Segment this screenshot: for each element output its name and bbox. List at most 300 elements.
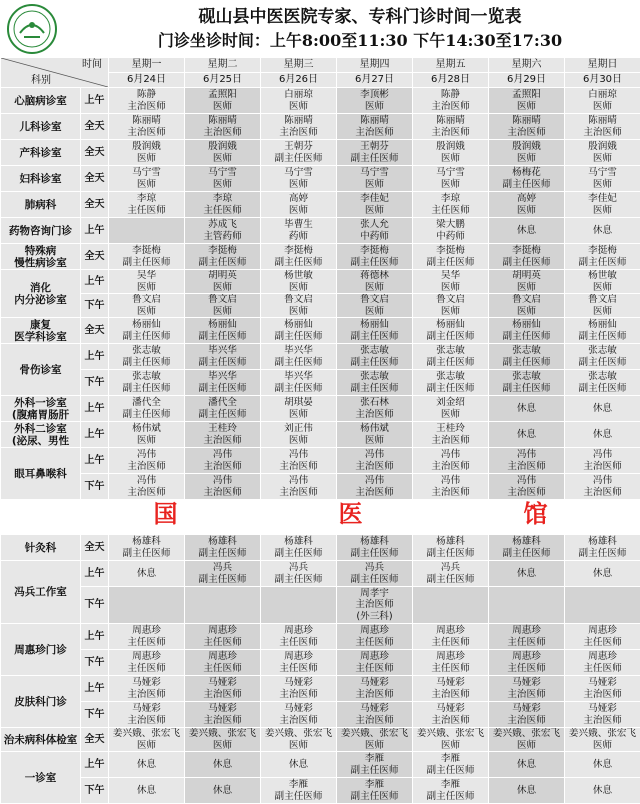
doctor-cell bbox=[261, 114, 337, 140]
session-label: 下午 bbox=[81, 702, 109, 728]
text-line: 冯伟 bbox=[565, 475, 640, 487]
text-line: 殷润娥 bbox=[565, 141, 640, 153]
doctor-cell bbox=[337, 448, 413, 474]
doctor-cell bbox=[489, 318, 565, 344]
text-line: 杨丽仙 bbox=[185, 319, 260, 331]
text-line: 姜兴娥、张宏飞 bbox=[109, 728, 184, 740]
text-line: 主任医师 bbox=[185, 663, 260, 675]
doctor-cell bbox=[413, 88, 489, 114]
corner-dept-label: 科别 bbox=[31, 75, 51, 87]
doctor-cell bbox=[565, 166, 640, 192]
doctor-cell bbox=[489, 422, 565, 448]
text-line: 休息 bbox=[489, 568, 564, 580]
doctor-cell bbox=[337, 270, 413, 294]
doctor-cell bbox=[413, 676, 489, 702]
text-line: 李琼 bbox=[109, 193, 184, 205]
text-line: 药师 bbox=[261, 231, 336, 243]
text-line: 医师 bbox=[109, 282, 184, 294]
session-label: 上午 bbox=[81, 561, 109, 587]
day-name: 星期六 bbox=[489, 58, 565, 73]
text-line: 休息 bbox=[185, 759, 260, 771]
text-line: 休息 bbox=[565, 403, 640, 415]
doctor-cell bbox=[337, 344, 413, 370]
text-line: 休息 bbox=[489, 785, 564, 797]
doctor-cell bbox=[565, 88, 640, 114]
doctor-cell bbox=[185, 396, 261, 422]
text-line: 冯伟 bbox=[565, 449, 640, 461]
session-label: 上午 bbox=[81, 752, 109, 778]
doctor-cell bbox=[261, 650, 337, 676]
text-line: 鲁文启 bbox=[413, 294, 488, 306]
text-line: 主治医师 bbox=[489, 461, 564, 473]
doctor-cell bbox=[337, 370, 413, 396]
session-label: 下午 bbox=[81, 650, 109, 676]
text-line: 医师 bbox=[413, 306, 488, 318]
doctor-cell bbox=[489, 344, 565, 370]
doctor-cell bbox=[337, 114, 413, 140]
banner-character: 国 bbox=[73, 508, 258, 520]
doctor-cell bbox=[337, 676, 413, 702]
schedule-row bbox=[1, 396, 640, 422]
text-line: 产科诊室 bbox=[1, 147, 80, 159]
text-line: 张志敏 bbox=[109, 345, 184, 357]
doctor-cell bbox=[337, 728, 413, 752]
guoyiguan-banner bbox=[1, 500, 640, 535]
doctor-cell bbox=[109, 448, 185, 474]
text-line: 马娅彩 bbox=[337, 703, 412, 715]
text-line: 李雁 bbox=[337, 779, 412, 791]
text-line: 鲁文启 bbox=[337, 294, 412, 306]
doctor-cell bbox=[109, 114, 185, 140]
doctor-cell bbox=[413, 218, 489, 244]
text-line: 马宁雪 bbox=[337, 167, 412, 179]
doctor-cell bbox=[565, 728, 640, 752]
department-name bbox=[1, 752, 81, 804]
text-line: 副主任医师 bbox=[261, 153, 336, 165]
doctor-cell bbox=[185, 587, 261, 624]
department-name bbox=[1, 218, 81, 244]
doctor-cell bbox=[261, 535, 337, 561]
doctor-cell bbox=[489, 728, 565, 752]
text-line: 殷润娥 bbox=[109, 141, 184, 153]
doctor-cell bbox=[489, 218, 565, 244]
doctor-cell bbox=[109, 587, 185, 624]
text-line: 冯兵 bbox=[337, 562, 412, 574]
doctor-cell bbox=[109, 676, 185, 702]
doctor-cell bbox=[337, 396, 413, 422]
text-line: 陈丽晴 bbox=[261, 115, 336, 127]
doctor-cell bbox=[185, 88, 261, 114]
day-name: 星期一 bbox=[109, 58, 185, 73]
text-line: 医师 bbox=[261, 282, 336, 294]
text-line: 主任医师 bbox=[109, 663, 184, 675]
text-line: 主任医师 bbox=[565, 663, 640, 675]
doctor-cell bbox=[413, 778, 489, 804]
text-line: 马娅彩 bbox=[413, 677, 488, 689]
doctor-cell bbox=[261, 370, 337, 396]
text-line: 副主任医师 bbox=[261, 791, 336, 803]
text-line: 主治医师 bbox=[337, 461, 412, 473]
session-label: 上午 bbox=[81, 448, 109, 474]
text-line: 主治医师 bbox=[337, 599, 412, 611]
text-line: 副主任医师 bbox=[337, 765, 412, 777]
text-line: 李挺梅 bbox=[565, 245, 640, 257]
text-line: 殷润娥 bbox=[489, 141, 564, 153]
text-line: 高婷 bbox=[489, 193, 564, 205]
text-line: 毕兴华 bbox=[185, 345, 260, 357]
text-line: 副主任医师 bbox=[337, 383, 412, 395]
text-line: 主任医师 bbox=[413, 205, 488, 217]
text-line: 医师 bbox=[185, 282, 260, 294]
department-name bbox=[1, 88, 81, 114]
text-line: 副主任医师 bbox=[489, 548, 564, 560]
text-line: 医师 bbox=[261, 740, 336, 752]
text-line: 吴华 bbox=[109, 270, 184, 282]
text-line: 副主任医师 bbox=[337, 791, 412, 803]
text-line: 一诊室 bbox=[1, 772, 80, 784]
text-line: 休息 bbox=[565, 225, 640, 237]
text-line: 主任医师 bbox=[489, 637, 564, 649]
doctor-cell bbox=[489, 396, 565, 422]
session-label: 上午 bbox=[81, 624, 109, 650]
doctor-cell bbox=[109, 88, 185, 114]
doctor-cell bbox=[565, 535, 640, 561]
text-line: 杨雄科 bbox=[337, 536, 412, 548]
text-line: 主任医师 bbox=[337, 637, 412, 649]
doctor-cell bbox=[109, 561, 185, 587]
text-line: 冯伟 bbox=[185, 449, 260, 461]
day-date: 6月26日 bbox=[261, 73, 337, 88]
text-line: 副主任医师 bbox=[489, 331, 564, 343]
doctor-cell bbox=[413, 192, 489, 218]
doctor-cell bbox=[261, 318, 337, 344]
doctor-cell bbox=[109, 752, 185, 778]
text-line: 李琼 bbox=[413, 193, 488, 205]
banner-character: 馆 bbox=[443, 508, 628, 520]
text-line: 主任医师 bbox=[413, 663, 488, 675]
text-line: 胡琪晏 bbox=[261, 397, 336, 409]
page-title: 砚山县中医医院专家、专科门诊时间一览表 bbox=[100, 6, 620, 28]
doctor-cell bbox=[261, 561, 337, 587]
doctor-cell bbox=[185, 728, 261, 752]
doctor-cell bbox=[337, 140, 413, 166]
text-line: 张志敏 bbox=[413, 371, 488, 383]
schedule-row bbox=[1, 244, 640, 270]
schedule-row bbox=[1, 88, 640, 114]
session-label: 上午 bbox=[81, 344, 109, 370]
text-line: 陈丽晴 bbox=[565, 115, 640, 127]
doctor-cell bbox=[109, 294, 185, 318]
text-line: 马宁雪 bbox=[261, 167, 336, 179]
doctor-cell bbox=[109, 318, 185, 344]
text-line: 骨伤诊室 bbox=[1, 364, 80, 376]
session-label: 上午 bbox=[81, 218, 109, 244]
text-line: 副主任医师 bbox=[185, 257, 260, 269]
guoyiguan-banner-row bbox=[1, 500, 640, 535]
text-line: 胡明英 bbox=[185, 270, 260, 282]
text-line: 李挺梅 bbox=[261, 245, 336, 257]
text-line: 冯伟 bbox=[261, 449, 336, 461]
day-date: 6月30日 bbox=[565, 73, 640, 88]
text-line: 主治医师 bbox=[261, 127, 336, 139]
text-line: 李雁 bbox=[337, 753, 412, 765]
text-line: 马宁雪 bbox=[109, 167, 184, 179]
doctor-cell bbox=[109, 728, 185, 752]
text-line: 鲁文启 bbox=[261, 294, 336, 306]
text-line: 副主任医师 bbox=[489, 383, 564, 395]
text-line: 医师 bbox=[489, 205, 564, 217]
doctor-cell bbox=[261, 396, 337, 422]
doctor-cell bbox=[185, 244, 261, 270]
text-line: 马娅彩 bbox=[489, 677, 564, 689]
text-line: 冯伟 bbox=[261, 475, 336, 487]
text-line: 杨雄科 bbox=[261, 536, 336, 548]
text-line: 外科一诊室 bbox=[1, 397, 80, 409]
text-line: 主治医师 bbox=[565, 487, 640, 499]
doctor-cell bbox=[565, 114, 640, 140]
doctor-cell bbox=[565, 752, 640, 778]
text-line: 冯伟 bbox=[109, 475, 184, 487]
doctor-cell bbox=[185, 702, 261, 728]
text-line: 马娅彩 bbox=[337, 677, 412, 689]
text-line: 李雁 bbox=[413, 753, 488, 765]
doctor-cell bbox=[185, 370, 261, 396]
session-label: 下午 bbox=[81, 778, 109, 804]
text-line: 医师 bbox=[489, 101, 564, 113]
text-line: 副主任医师 bbox=[261, 548, 336, 560]
doctor-cell bbox=[109, 396, 185, 422]
text-line: 马宁雪 bbox=[565, 167, 640, 179]
text-line: 医师 bbox=[261, 101, 336, 113]
doctor-cell bbox=[489, 88, 565, 114]
text-line: 冯兵工作室 bbox=[1, 586, 80, 598]
doctor-cell bbox=[489, 624, 565, 650]
text-line: 周惠珍 bbox=[413, 625, 488, 637]
text-line: 周惠珍 bbox=[109, 651, 184, 663]
text-line: 医师 bbox=[413, 409, 488, 421]
text-line: 李挺梅 bbox=[185, 245, 260, 257]
text-line: 马娅彩 bbox=[489, 703, 564, 715]
text-line: 主治医师 bbox=[261, 715, 336, 727]
text-line: 休息 bbox=[261, 759, 336, 771]
text-line: 休息 bbox=[185, 785, 260, 797]
text-line: 主治医师 bbox=[337, 487, 412, 499]
text-line: 休息 bbox=[565, 568, 640, 580]
text-line: 治未病科体检室 bbox=[1, 734, 80, 746]
doctor-cell bbox=[185, 676, 261, 702]
text-line: 冯伟 bbox=[489, 475, 564, 487]
doctor-cell bbox=[413, 448, 489, 474]
doctor-cell bbox=[489, 270, 565, 294]
doctor-cell bbox=[413, 535, 489, 561]
doctor-cell bbox=[489, 650, 565, 676]
doctor-cell bbox=[489, 192, 565, 218]
doctor-cell bbox=[185, 218, 261, 244]
text-line: 医师 bbox=[109, 306, 184, 318]
schedule-row bbox=[1, 318, 640, 344]
schedule-row bbox=[1, 752, 640, 778]
text-line: (腹痛胃肠肝 bbox=[1, 409, 80, 421]
text-line: 消化 bbox=[1, 282, 80, 294]
department-name bbox=[1, 676, 81, 728]
day-date: 6月28日 bbox=[413, 73, 489, 88]
text-line: 主治医师 bbox=[413, 715, 488, 727]
text-line: 副主任医师 bbox=[185, 548, 260, 560]
text-line: 毕曹生 bbox=[261, 219, 336, 231]
doctor-cell bbox=[565, 318, 640, 344]
department-name bbox=[1, 244, 81, 270]
text-line: 潘代全 bbox=[185, 397, 260, 409]
text-line: 医师 bbox=[489, 306, 564, 318]
doctor-cell bbox=[337, 778, 413, 804]
text-line: 主治医师 bbox=[337, 689, 412, 701]
text-line: 周惠珍 bbox=[565, 651, 640, 663]
text-line: 休息 bbox=[565, 785, 640, 797]
doctor-cell bbox=[565, 676, 640, 702]
text-line: 高婷 bbox=[261, 193, 336, 205]
schedule-row bbox=[1, 474, 640, 500]
text-line: 主治医师 bbox=[489, 487, 564, 499]
text-line: 主治医师 bbox=[185, 715, 260, 727]
text-line: 李挺梅 bbox=[489, 245, 564, 257]
doctor-cell bbox=[261, 218, 337, 244]
text-line: 张志敏 bbox=[565, 371, 640, 383]
schedule-row bbox=[1, 370, 640, 396]
doctor-cell bbox=[261, 778, 337, 804]
department-name bbox=[1, 561, 81, 624]
text-line: 主治医师 bbox=[261, 689, 336, 701]
session-label: 下午 bbox=[81, 294, 109, 318]
text-line: 休息 bbox=[565, 759, 640, 771]
text-line: 陈丽晴 bbox=[109, 115, 184, 127]
text-line: 副主任医师 bbox=[337, 357, 412, 369]
text-line: 马娅彩 bbox=[261, 677, 336, 689]
doctor-cell bbox=[489, 370, 565, 396]
text-line: 李雁 bbox=[261, 779, 336, 791]
schedule-row bbox=[1, 166, 640, 192]
doctor-cell bbox=[261, 587, 337, 624]
text-line: 周惠珍 bbox=[185, 625, 260, 637]
text-line: 副主任医师 bbox=[109, 331, 184, 343]
text-line: 鲁文启 bbox=[185, 294, 260, 306]
text-line: 张志敏 bbox=[337, 371, 412, 383]
schedule-row bbox=[1, 218, 640, 244]
doctor-cell bbox=[185, 140, 261, 166]
text-line: 李琼 bbox=[185, 193, 260, 205]
text-line: 杨丽仙 bbox=[489, 319, 564, 331]
doctor-cell bbox=[109, 535, 185, 561]
schedule-row bbox=[1, 702, 640, 728]
text-line: 苏成飞 bbox=[185, 219, 260, 231]
text-line: 冯兵 bbox=[185, 562, 260, 574]
doctor-cell bbox=[565, 192, 640, 218]
text-line: 姜兴娥、张宏飞 bbox=[565, 728, 640, 740]
text-line: 医师 bbox=[261, 409, 336, 421]
department-name bbox=[1, 192, 81, 218]
text-line: 副主任医师 bbox=[337, 331, 412, 343]
text-line: 副主任医师 bbox=[185, 574, 260, 586]
day-name: 星期日 bbox=[565, 58, 640, 73]
session-label: 下午 bbox=[81, 587, 109, 624]
department-name bbox=[1, 448, 81, 500]
session-label: 上午 bbox=[81, 676, 109, 702]
text-line: 马娅彩 bbox=[109, 677, 184, 689]
text-line: 休息 bbox=[489, 225, 564, 237]
text-line: 张石林 bbox=[337, 397, 412, 409]
text-line: 副主任医师 bbox=[413, 548, 488, 560]
doctor-cell bbox=[489, 778, 565, 804]
text-line: 冯伟 bbox=[489, 449, 564, 461]
text-line: 医师 bbox=[185, 179, 260, 191]
text-line: 医师 bbox=[185, 306, 260, 318]
text-line: 马娅彩 bbox=[413, 703, 488, 715]
doctor-cell bbox=[489, 114, 565, 140]
session-label: 上午 bbox=[81, 422, 109, 448]
text-line: 主任医师 bbox=[185, 637, 260, 649]
doctor-cell bbox=[489, 474, 565, 500]
text-line: 马娅彩 bbox=[109, 703, 184, 715]
doctor-cell bbox=[185, 752, 261, 778]
text-line: 姜兴娥、张宏飞 bbox=[413, 728, 488, 740]
session-label: 全天 bbox=[81, 244, 109, 270]
text-line: 周惠珍 bbox=[261, 651, 336, 663]
text-line: 医师 bbox=[109, 435, 184, 447]
doctor-cell bbox=[185, 448, 261, 474]
doctor-cell bbox=[413, 370, 489, 396]
text-line: 杨雄科 bbox=[185, 536, 260, 548]
text-line: 副主任医师 bbox=[565, 548, 640, 560]
doctor-cell bbox=[413, 114, 489, 140]
doctor-cell bbox=[565, 344, 640, 370]
text-line: 副主任医师 bbox=[413, 765, 488, 777]
doctor-cell bbox=[565, 474, 640, 500]
text-line: 周惠珍 bbox=[413, 651, 488, 663]
doctor-cell bbox=[565, 702, 640, 728]
department-name bbox=[1, 270, 81, 318]
doctor-cell bbox=[413, 752, 489, 778]
text-line: 休息 bbox=[109, 568, 184, 580]
doctor-cell bbox=[337, 587, 413, 624]
doctor-cell bbox=[261, 702, 337, 728]
text-line: 王桂玲 bbox=[185, 423, 260, 435]
department-name bbox=[1, 318, 81, 344]
doctor-cell bbox=[185, 270, 261, 294]
text-line: 张志敏 bbox=[413, 345, 488, 357]
department-name bbox=[1, 396, 81, 422]
text-line: 马娅彩 bbox=[565, 703, 640, 715]
schedule-row bbox=[1, 140, 640, 166]
text-line: 医师 bbox=[109, 740, 184, 752]
text-line: 杨梅花 bbox=[489, 167, 564, 179]
text-line: 主治医师 bbox=[109, 487, 184, 499]
text-line: 主治医师 bbox=[489, 689, 564, 701]
text-line: 杨雄科 bbox=[413, 536, 488, 548]
doctor-cell bbox=[261, 422, 337, 448]
text-line: 毕兴华 bbox=[261, 371, 336, 383]
session-label: 全天 bbox=[81, 535, 109, 561]
doctor-cell bbox=[565, 778, 640, 804]
department-name bbox=[1, 624, 81, 676]
day-date: 6月29日 bbox=[489, 73, 565, 88]
doctor-cell bbox=[109, 270, 185, 294]
text-line: 副主任医师 bbox=[337, 153, 412, 165]
text-line: 主管药师 bbox=[185, 231, 260, 243]
doctor-cell bbox=[413, 270, 489, 294]
session-label: 全天 bbox=[81, 192, 109, 218]
doctor-cell bbox=[261, 344, 337, 370]
text-line: 周惠珍 bbox=[185, 651, 260, 663]
schedule-row bbox=[1, 448, 640, 474]
